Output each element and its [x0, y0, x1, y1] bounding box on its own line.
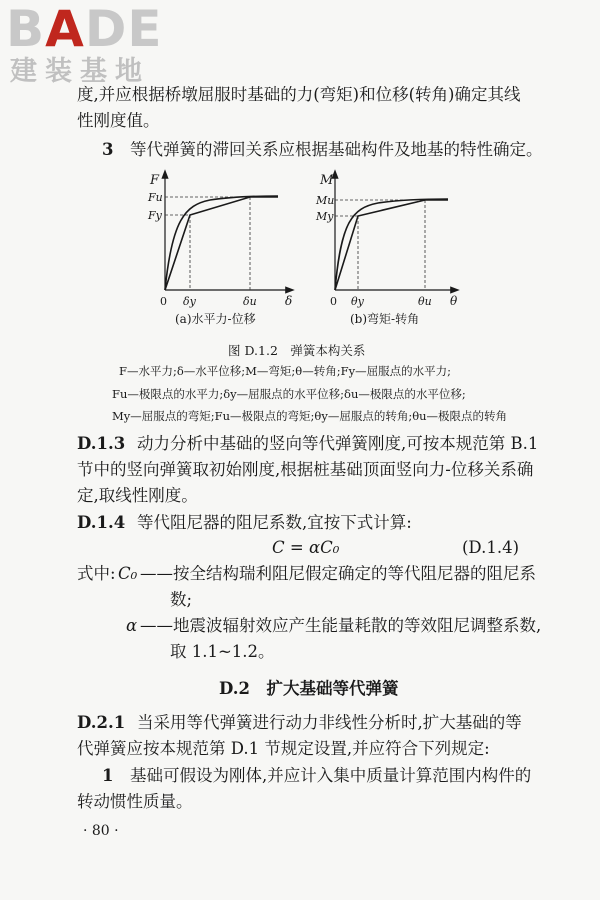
d14-c0-symbol: C₀: [118, 564, 138, 583]
panel-a-nonlinear-curve: [165, 196, 278, 290]
panel-a-origin: 0: [160, 295, 167, 308]
d14-alpha-symbol: α: [126, 616, 138, 635]
figure-note-2: Fu—极限点的水平力;δy—屈服点的水平位移;δu—极限点的水平位移;: [112, 387, 466, 401]
d14-where: 式中:: [77, 564, 116, 583]
panel-b-nonlinear-curve: [335, 199, 448, 290]
d13-line-2: 节中的竖向弹簧取初始刚度,根据桩基础顶面竖向力-位移关系确: [77, 460, 534, 479]
panel-a-fu-label: Fu: [148, 191, 163, 204]
panel-b-origin: 0: [330, 295, 337, 308]
spring-constitutive-figure: [0, 160, 600, 350]
watermark-subtitle: 建装基地: [10, 56, 150, 87]
panel-a-bilinear-curve: [165, 197, 278, 290]
panel-b-caption: (b)弯矩-转角: [350, 312, 420, 326]
section-d2-title: D.2 扩大基础等代弹簧: [219, 679, 399, 698]
d13-number: D.1.3: [77, 434, 126, 453]
page-number: · 80 ·: [83, 823, 119, 839]
panel-a-x-label: δ: [285, 294, 293, 308]
d14-c0-line-2: 数;: [170, 590, 193, 609]
d14-alpha-line-1: ——地震波辐射效应产生能量耗散的等效阻尼调整系数,: [140, 616, 542, 635]
figure-title: 图 D.1.2 弹簧本构关系: [228, 343, 366, 358]
d13-line-1: 动力分析中基础的竖向等代弹簧刚度,可按本规范第 B.1: [137, 434, 539, 453]
d14-equation-number: (D.1.4): [462, 538, 520, 557]
d14-alpha-line-2: 取 1.1~1.2。: [170, 642, 275, 661]
panel-b-bilinear-curve: [335, 200, 448, 290]
panel-a-caption: (a)水平力-位移: [175, 312, 256, 326]
d21-item-line-1: 基础可假设为刚体,并应计入集中质量计算范围内构件的: [130, 766, 532, 785]
d14-text: 等代阻尼器的阻尼系数,宜按下式计算:: [137, 513, 412, 532]
panel-a-y-label: F: [150, 173, 160, 188]
panel-b-mu-label: Mu: [316, 194, 335, 207]
d21-line-2: 代弹簧应按本规范第 D.1 节规定设置,并应符合下列规定:: [77, 739, 490, 758]
d13-line-3: 定,取线性刚度。: [77, 486, 198, 505]
panel-a-dy-label: δy: [183, 295, 196, 308]
intro-line-2: 性刚度值。: [77, 111, 160, 130]
panel-b-y-label: M: [320, 173, 334, 188]
panel-a-du-label: δu: [243, 295, 257, 308]
panel-b-x-label: θ: [450, 294, 458, 308]
item3-number: 3: [102, 140, 114, 159]
d21-line-1: 当采用等代弹簧进行动力非线性分析时,扩大基础的等: [137, 713, 522, 732]
intro-line-1: 度,并应根据桥墩屈服时基础的力(弯矩)和位移(转角)确定其线: [77, 85, 521, 104]
d21-number: D.2.1: [77, 713, 126, 732]
panel-b-chart: [315, 173, 458, 326]
d14-formula: C = αC₀: [272, 538, 340, 557]
watermark-logo: BADE: [6, 0, 163, 58]
d21-item-line-2: 转动惯性质量。: [77, 792, 193, 811]
item3-text: 等代弹簧的滞回关系应根据基础构件及地基的特性确定。: [130, 140, 543, 159]
panel-a-fy-label: Fy: [148, 209, 162, 222]
d14-number: D.1.4: [77, 513, 126, 532]
panel-a-chart: [147, 173, 292, 326]
d14-c0-line-1: ——按全结构瑞利阻尼假定确定的等代阻尼器的阻尼系: [140, 564, 536, 583]
panel-b-ty-label: θy: [351, 295, 364, 308]
d21-item-number: 1: [102, 766, 114, 785]
figure-note-1: F—水平力;δ—水平位移;M—弯矩;θ—转角;Fy—屈服点的水平力;: [119, 364, 451, 378]
figure-note-3: My—屈服点的弯矩;Fu—极限点的弯矩;θy—屈服点的转角;θu—极限点的转角: [112, 409, 508, 423]
panel-b-my-label: My: [316, 210, 334, 223]
panel-b-tu-label: θu: [418, 295, 432, 308]
